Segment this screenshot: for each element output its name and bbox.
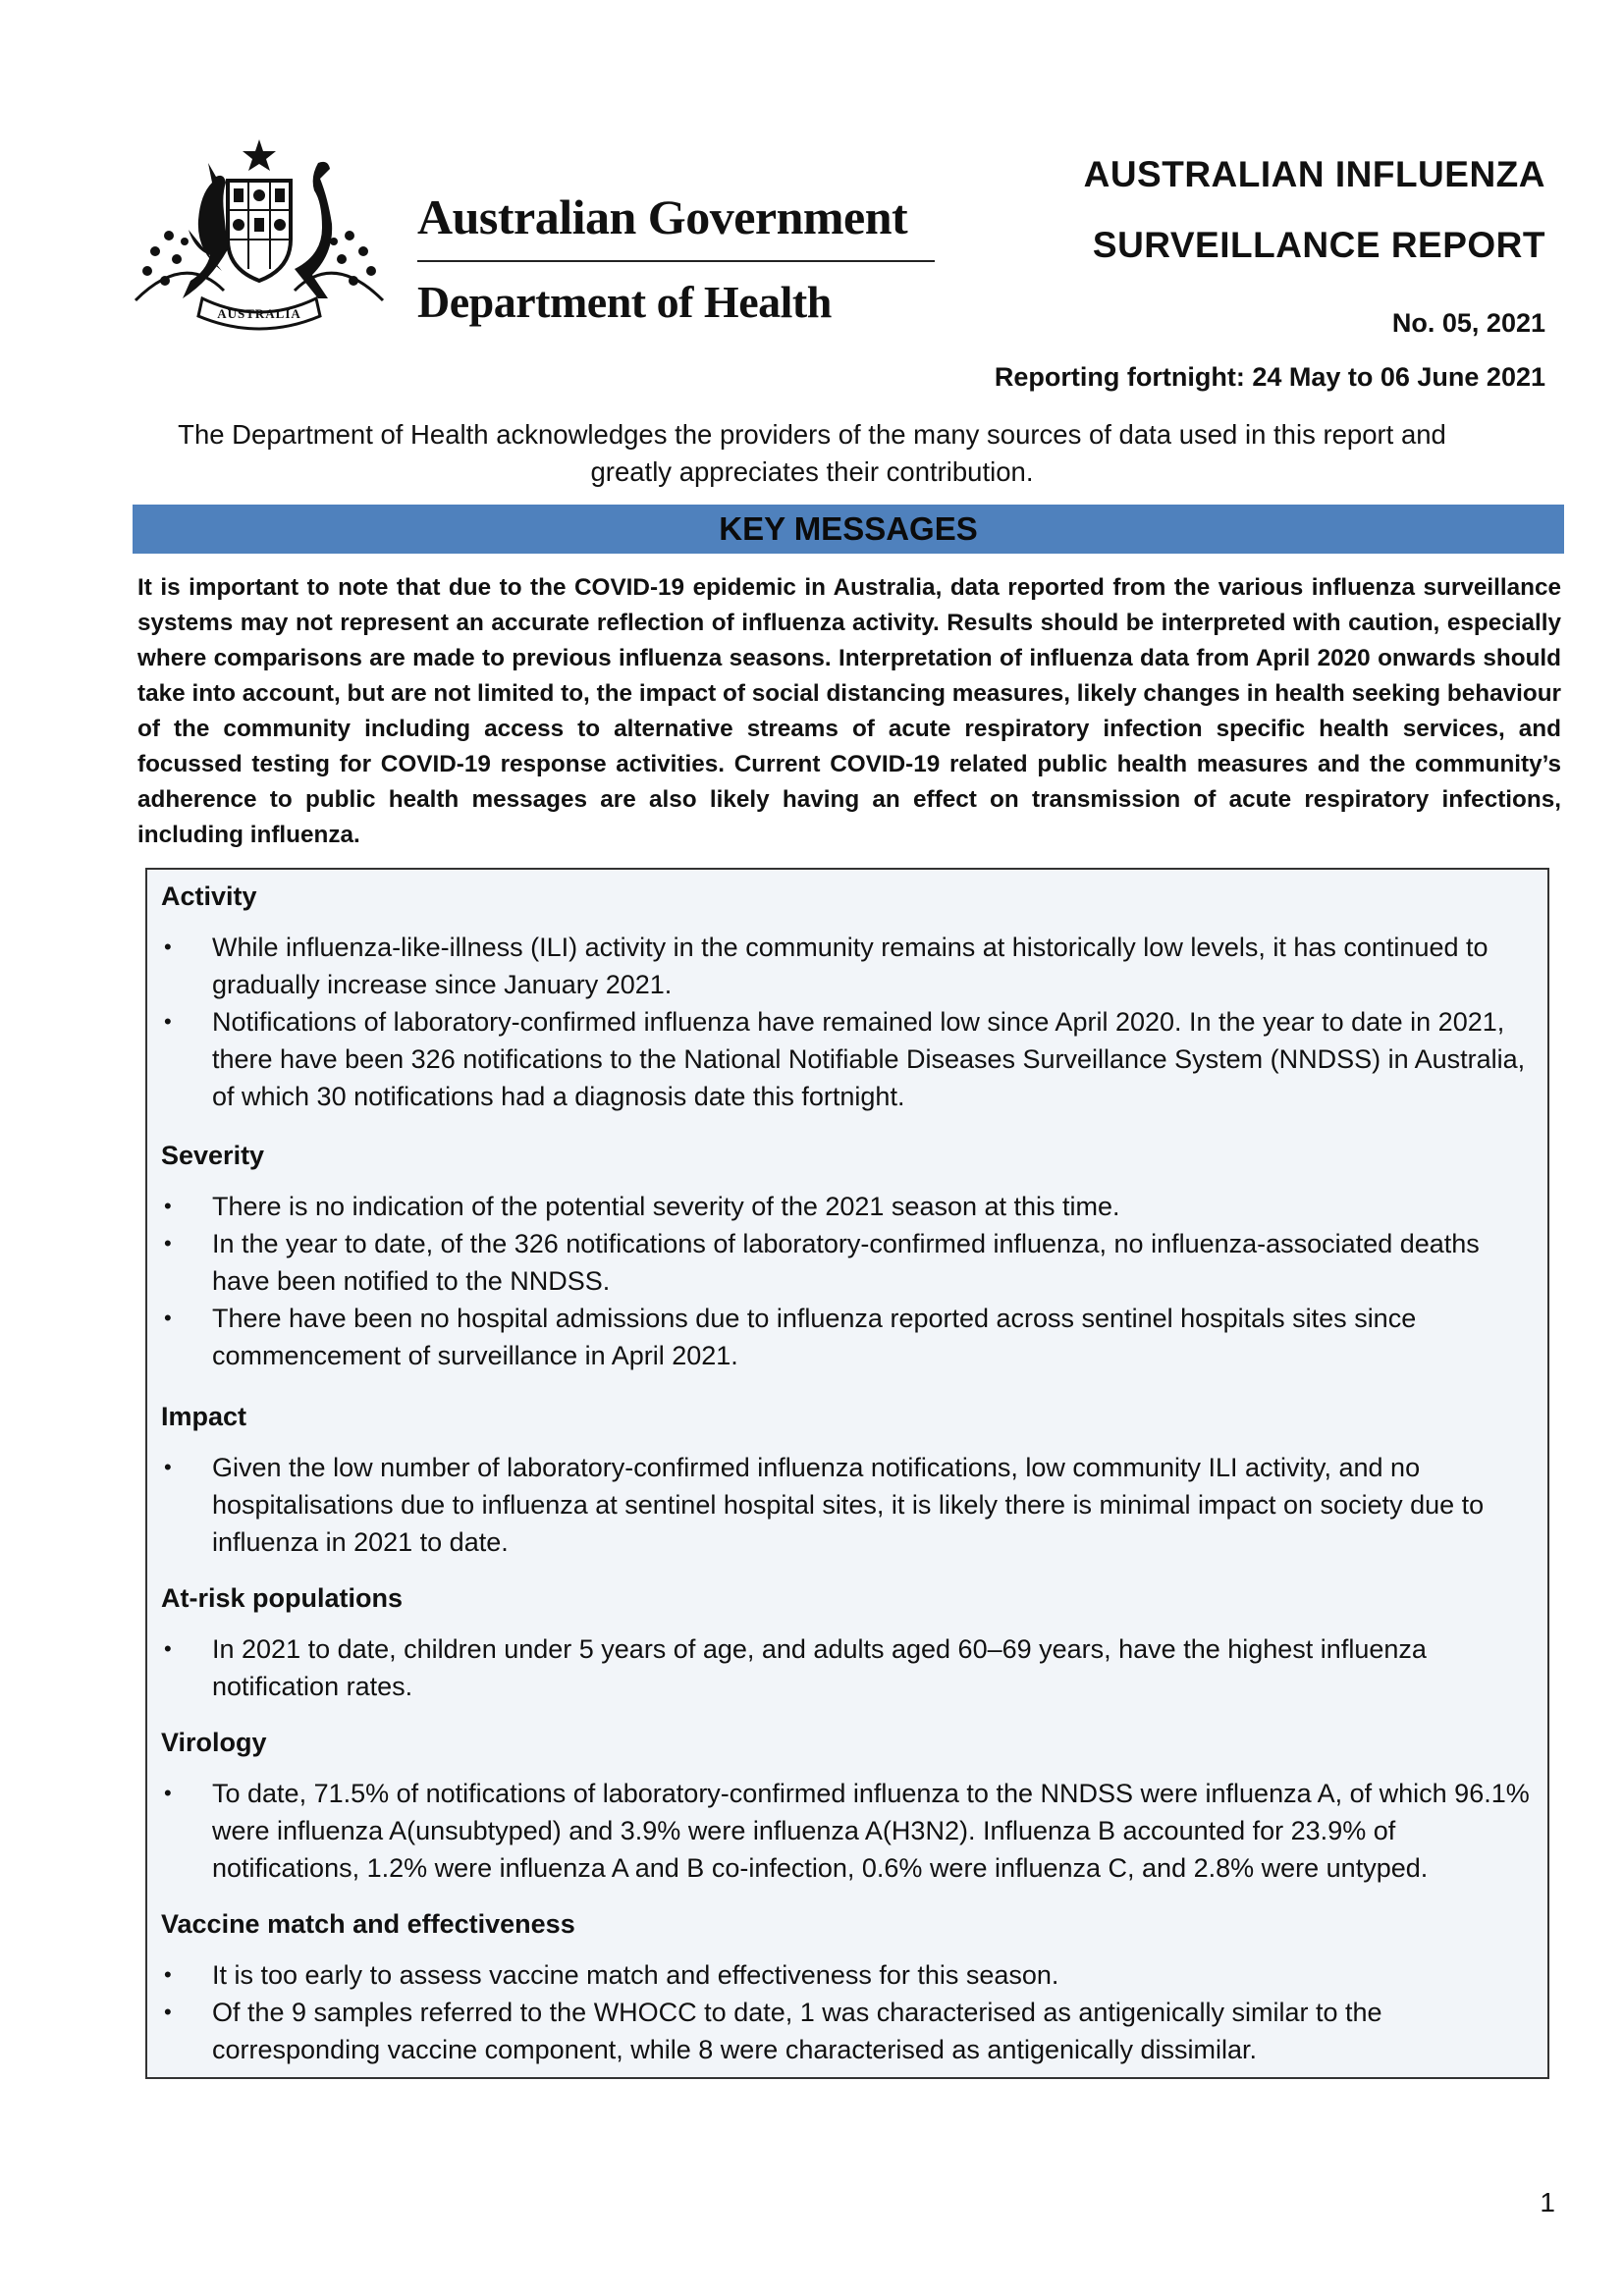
section-heading: At-risk populations [161, 1583, 404, 1613]
bullet-icon: • [164, 1636, 172, 1661]
bullet-icon: • [164, 1781, 172, 1805]
report-title [1084, 139, 1545, 281]
bullet-icon: • [164, 934, 172, 959]
section-heading: Severity [161, 1141, 265, 1170]
coat-of-arms-icon [126, 133, 393, 340]
list-item: • There is no indication of the potential severity of the 2021 season at this time. [161, 1188, 1534, 1225]
logo-divider [417, 260, 935, 262]
list-item: • In 2021 to date, children under 5 years of age, and adults aged 60–69 years, have the highest influenza notification rates. [161, 1630, 1534, 1705]
list-item: • There have been no hospital admissions due to influenza reported across sentinel hospitals sites since commencement of surveillance in April 2021. [161, 1300, 1534, 1374]
list-item: • It is too early to assess vaccine match and effectiveness for this season. [161, 1956, 1534, 1994]
crest-banner-text: AUSTRALIA [217, 306, 301, 321]
key-messages-banner: KEY MESSAGES [133, 505, 1564, 554]
list-item: • To date, 71.5% of notifications of laboratory-confirmed influenza to the NNDSS were influenza A, of which 96.1% were influenza A(unsubtyped) and 3.9% were influenza A(H3N2). Influenza B accounted for 23.9% of notifications, 1.2% were influenza A and B co-infection, 0.6% were influenza C, and 2.8% were untyped. [161, 1775, 1534, 1887]
report-title-line-1: AUSTRALIAN INFLUENZA [1083, 154, 1545, 194]
section-virology [161, 1724, 1534, 1887]
list-item: • In the year to date, of the 326 notifications of laboratory-confirmed influenza, no influenza-associated deaths have been notified to the NNDSS. [161, 1225, 1534, 1300]
section-heading: Impact [161, 1402, 247, 1431]
section-impact [161, 1398, 1534, 1561]
section-at-risk-populations [161, 1579, 1534, 1705]
section-heading: Vaccine match and effectiveness [161, 1909, 575, 1939]
report-number: No. 05, 2021 [1391, 308, 1545, 338]
government-logo [126, 133, 941, 340]
list-item: • While influenza-like-illness (ILI) activity in the community remains at historically low levels, it has continued to gradually increase since January 2021. [161, 929, 1534, 1003]
bullet-icon: • [164, 1455, 172, 1479]
key-messages-intro: It is important to note that due to the COVID-19 epidemic in Australia, data reported from the various influenza surveillance systems may not represent an accurate reflection of influenza activity. Results should be interpreted with caution, especially where comparisons are made to previous influenza seasons. Interpretation of influenza data from April 2020 onwards should take into account, but are not limited to, the impact of social distancing measures, likely changes in health seeking behaviour of the community including access to alternative streams of acute respiratory infection specific health services, and focussed testing for COVID-19 response activities. Current COVID-19 related public health measures and the community’s adherence to public health messages are also likely having an effect on transmission of acute respiratory infections, including influenza. [137, 574, 1561, 848]
report-title-line-2: SURVEILLANCE REPORT [1092, 225, 1545, 265]
page-number: 1 [1540, 2187, 1555, 2217]
bullet-icon: • [164, 2000, 172, 2024]
list-item: • Of the 9 samples referred to the WHOCC to date, 1 was characterised as antigenically similar to the corresponding vaccine component, while 8 were characterised as antigenically dissimilar. [161, 1994, 1534, 2068]
list-item: • Notifications of laboratory-confirmed influenza have remained low since April 2020. In the year to date in 2021, there have been 326 notifications to the National Notifiable Diseases Surveillance System (NNDSS) in Australia, of which 30 notifications had a diagnosis date this fortnight. [161, 1003, 1534, 1115]
section-severity [161, 1137, 1534, 1374]
list-item: • Given the low number of laboratory-confirmed influenza notifications, low community ILI activity, and no hospitalisations due to influenza at sentinel hospital sites, it is likely there is minimal impact on society due to influenza in 2021 to date. [161, 1449, 1534, 1561]
department-name: Department of Health [417, 277, 832, 327]
bullet-icon: • [164, 1194, 172, 1218]
reporting-period: Reporting fortnight: 24 May to 06 June 2021 [994, 362, 1545, 392]
section-activity [161, 878, 1534, 1115]
bullet-icon: • [164, 1231, 172, 1255]
government-name: Australian Government [417, 189, 908, 244]
bullet-icon: • [164, 1009, 172, 1034]
bullet-icon: • [164, 1962, 172, 1987]
section-heading: Activity [161, 881, 257, 911]
bullet-icon: • [164, 1306, 172, 1330]
section-heading: Virology [161, 1728, 267, 1757]
key-messages-box [145, 868, 1549, 2079]
section-vaccine-match [161, 1905, 1534, 2068]
acknowledgement: The Department of Health acknowledges the providers of the many sources of data used in this report and greatly appreciates their contribution. [178, 419, 1446, 487]
